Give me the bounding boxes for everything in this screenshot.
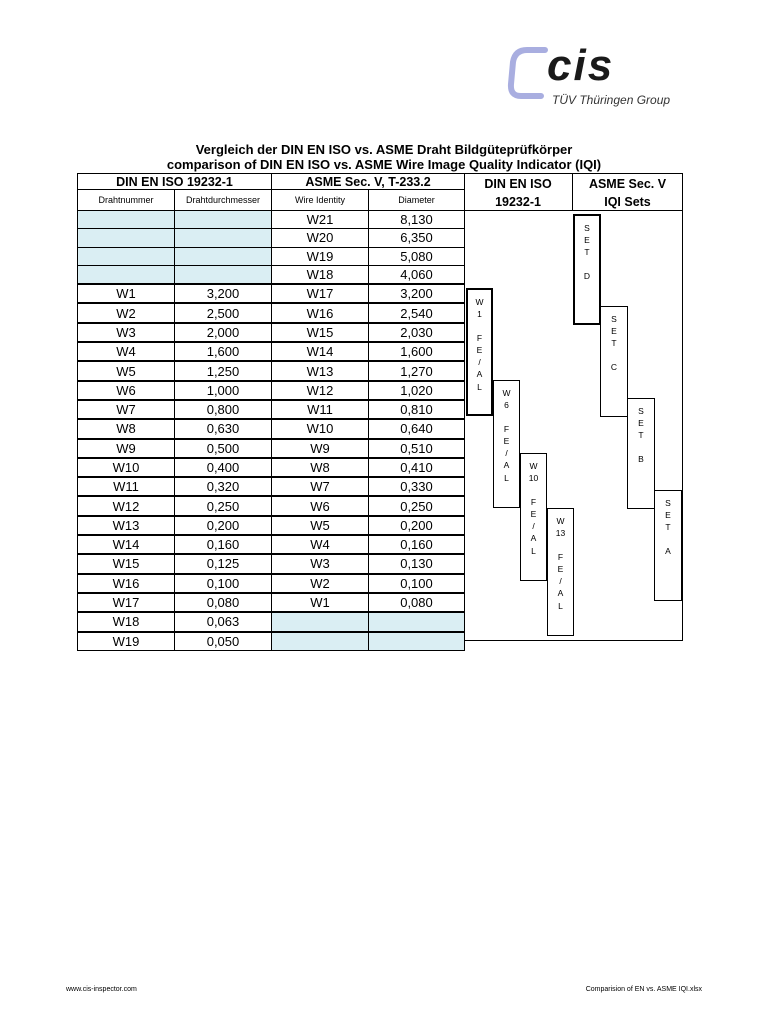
set-label <box>665 491 671 557</box>
table-cell: W6 <box>272 496 369 515</box>
set-label <box>556 509 565 612</box>
table-cell: 2,540 <box>369 303 465 322</box>
table-cell: 0,160 <box>369 535 465 554</box>
title-german: Vergleich der DIN EN ISO vs. ASME Draht Bildgüteprüfkörper <box>195 142 573 157</box>
din-set-box-2 <box>493 380 520 508</box>
set-label <box>502 381 510 484</box>
logo-c-shape-icon <box>507 44 549 102</box>
table-cell: 0,080 <box>175 593 272 612</box>
din-set-box-3 <box>520 453 547 581</box>
asme-set-box-3 <box>627 398 655 509</box>
table-row <box>78 303 465 322</box>
table-cell: 1,600 <box>175 342 272 361</box>
panel-header-din-line2: 19232-1 <box>495 195 541 209</box>
asme-set-box-4 <box>654 490 682 601</box>
table-cell: W21 <box>272 211 369 229</box>
logo-group-name: TÜV Thüringen Group <box>552 93 671 107</box>
set-label-char <box>475 320 483 332</box>
panel-header-din <box>466 175 570 211</box>
set-label-char: T <box>665 522 671 533</box>
set-label-char: C <box>610 362 618 373</box>
table-cell <box>272 632 369 651</box>
set-label-char: S <box>584 223 590 233</box>
set-label-char: L <box>558 600 563 611</box>
group-header-asme: ASME Sec. V, T-233.2 <box>272 174 465 190</box>
set-label-char: 13 <box>555 528 566 539</box>
set-label-char: S <box>611 314 617 324</box>
table-cell <box>369 632 465 651</box>
set-label-char: / <box>478 357 481 368</box>
asme-set-box-1 <box>573 214 601 325</box>
table-cell: 2,500 <box>175 303 272 322</box>
table-cell: W7 <box>272 477 369 496</box>
set-label-char: D <box>583 271 591 282</box>
set-label-char: F <box>503 424 510 435</box>
table-cell: W18 <box>272 265 369 284</box>
table-cell: W13 <box>78 516 175 535</box>
table-row <box>78 361 465 380</box>
panel-header-asme <box>574 175 681 211</box>
table-row <box>78 381 465 400</box>
set-label-char: L <box>504 472 509 483</box>
set-label-char: E <box>638 418 644 429</box>
title-english: comparison of DIN EN ISO vs. ASME Wire Image Quality Indicator (IQI) <box>166 157 602 172</box>
din-set-box-1 <box>466 288 493 416</box>
table-cell: W14 <box>272 342 369 361</box>
table-cell: W19 <box>272 247 369 265</box>
table-row <box>78 477 465 496</box>
table-cell <box>272 612 369 631</box>
set-label-char: A <box>503 460 510 471</box>
set-label-char <box>638 441 644 453</box>
set-label-char: 10 <box>528 473 539 484</box>
table-cell: W11 <box>78 477 175 496</box>
asme-set-box-2 <box>600 306 628 417</box>
table-cell: 0,200 <box>369 516 465 535</box>
table-cell <box>78 229 175 247</box>
table-cell: W7 <box>78 400 175 419</box>
set-label-char: E <box>530 509 537 520</box>
set-label-char <box>665 533 671 545</box>
set-label-char: F <box>476 333 483 344</box>
table-cell: W5 <box>272 516 369 535</box>
table-cell: W2 <box>78 303 175 322</box>
table-cell: W6 <box>78 381 175 400</box>
table-cell: 0,100 <box>369 574 465 593</box>
table-cell <box>175 229 272 247</box>
table-cell: 3,200 <box>175 284 272 303</box>
set-label-char <box>502 411 510 423</box>
table-cell <box>175 265 272 284</box>
set-label-char: T <box>611 338 617 349</box>
table-cell: 0,500 <box>175 439 272 458</box>
table-cell: W16 <box>78 574 175 593</box>
column-header: Wire Identity <box>272 190 369 211</box>
table-cell <box>78 247 175 265</box>
table-cell: W16 <box>272 303 369 322</box>
table-cell: W20 <box>272 229 369 247</box>
set-label-char: W <box>475 297 484 307</box>
table-cell: 0,510 <box>369 439 465 458</box>
set-label <box>611 307 617 373</box>
set-label-char: W <box>529 461 538 471</box>
table-cell: 1,600 <box>369 342 465 361</box>
panel-header-divider <box>572 173 573 210</box>
table-cell: 4,060 <box>369 265 465 284</box>
table-cell: W17 <box>272 284 369 303</box>
table-cell: W14 <box>78 535 175 554</box>
table-cell: 0,810 <box>369 400 465 419</box>
table-cell <box>369 612 465 631</box>
table-row <box>78 400 465 419</box>
table-cell: W17 <box>78 593 175 612</box>
table-cell: W1 <box>78 284 175 303</box>
table-row <box>78 229 465 247</box>
set-label-char <box>556 539 565 551</box>
panel-header-din-line1: DIN EN ISO <box>484 177 552 191</box>
table-cell: W9 <box>272 439 369 458</box>
table-cell: W8 <box>78 419 175 438</box>
table-cell: W2 <box>272 574 369 593</box>
din-set-box-4 <box>547 508 574 636</box>
table-cell: 1,000 <box>175 381 272 400</box>
table-cell: 0,080 <box>369 593 465 612</box>
table-cell: 0,130 <box>369 554 465 573</box>
table-cell: W11 <box>272 400 369 419</box>
table-cell: 0,630 <box>175 419 272 438</box>
group-header-din: DIN EN ISO 19232-1 <box>78 174 272 190</box>
table-cell: W15 <box>272 323 369 342</box>
set-label <box>638 399 644 465</box>
table-cell: W10 <box>272 419 369 438</box>
table-cell: W18 <box>78 612 175 631</box>
table-cell: W8 <box>272 458 369 477</box>
set-label-char: A <box>476 369 483 380</box>
set-label-char: 1 <box>477 309 482 320</box>
table-row <box>78 247 465 265</box>
table-cell: 0,330 <box>369 477 465 496</box>
table-cell: 3,200 <box>369 284 465 303</box>
set-label-char <box>611 349 617 361</box>
table-row <box>78 496 465 515</box>
table-cell: W13 <box>272 361 369 380</box>
table-cell: 0,050 <box>175 632 272 651</box>
set-label-char: T <box>638 430 644 441</box>
set-label <box>529 454 538 557</box>
table-cell: W9 <box>78 439 175 458</box>
company-logo <box>507 42 697 112</box>
table-cell: 5,080 <box>369 247 465 265</box>
table-cell: W12 <box>78 496 175 515</box>
set-label-char: W <box>502 388 511 398</box>
set-label-char: F <box>530 497 537 508</box>
table-cell: W4 <box>272 535 369 554</box>
set-label-char: E <box>557 564 564 575</box>
set-label-char: / <box>559 576 562 587</box>
footer-website: www.cis-inspector.com <box>66 986 137 993</box>
set-label-char: 6 <box>504 400 509 411</box>
set-label <box>584 216 590 282</box>
table-row <box>78 211 465 229</box>
table-cell: W3 <box>78 323 175 342</box>
table-cell: 0,250 <box>175 496 272 515</box>
table-row <box>78 516 465 535</box>
set-label-char: / <box>505 448 508 459</box>
table-cell: 1,250 <box>175 361 272 380</box>
table-row <box>78 574 465 593</box>
comparison-table <box>77 173 465 651</box>
table-cell <box>175 247 272 265</box>
table-row <box>78 632 465 651</box>
table-cell: 0,125 <box>175 554 272 573</box>
table-row <box>78 593 465 612</box>
table-cell: 1,020 <box>369 381 465 400</box>
table-row <box>78 284 465 303</box>
set-label-char: L <box>477 381 482 392</box>
set-label-char: / <box>532 521 535 532</box>
set-label-char: A <box>557 588 564 599</box>
table-row <box>78 612 465 631</box>
table-cell <box>78 211 175 229</box>
set-label-char: W <box>556 516 565 526</box>
set-label-char: E <box>584 235 590 246</box>
set-label-char: S <box>638 406 644 416</box>
logo-wordmark: cis <box>547 41 615 90</box>
table-cell: 2,030 <box>369 323 465 342</box>
table-row <box>78 419 465 438</box>
table-cell: 8,130 <box>369 211 465 229</box>
table-row <box>78 265 465 284</box>
set-label-char: E <box>476 345 483 356</box>
table-cell: 6,350 <box>369 229 465 247</box>
panel-header-asme-line2: IQI Sets <box>604 195 651 209</box>
table-cell: 0,100 <box>175 574 272 593</box>
set-label-char: B <box>638 454 644 465</box>
set-label-char <box>584 258 590 270</box>
table-cell <box>175 211 272 229</box>
table-cell: 0,320 <box>175 477 272 496</box>
column-header: Diameter <box>369 190 465 211</box>
set-label-char: E <box>665 510 671 521</box>
table-row <box>78 554 465 573</box>
set-label-char: F <box>557 552 564 563</box>
set-label-char: L <box>531 545 536 556</box>
table-cell: 0,640 <box>369 419 465 438</box>
table-cell: 0,160 <box>175 535 272 554</box>
table-cell: 0,410 <box>369 458 465 477</box>
table-row <box>78 439 465 458</box>
table-row <box>78 535 465 554</box>
column-header: Drahtdurchmesser <box>175 190 272 211</box>
set-label <box>475 290 483 393</box>
table-cell: 1,270 <box>369 361 465 380</box>
set-label-char <box>529 484 538 496</box>
table-cell <box>78 265 175 284</box>
set-label-char: A <box>665 546 671 557</box>
table-cell: 0,200 <box>175 516 272 535</box>
table-row <box>78 458 465 477</box>
table-cell: 0,250 <box>369 496 465 515</box>
set-label-char: T <box>584 247 590 258</box>
table-cell: W5 <box>78 361 175 380</box>
table-row <box>78 323 465 342</box>
set-label-char: S <box>665 498 671 508</box>
set-label-char: A <box>530 533 537 544</box>
set-label-char: E <box>611 326 617 337</box>
table-cell: 0,800 <box>175 400 272 419</box>
table-cell: W3 <box>272 554 369 573</box>
table-cell: W4 <box>78 342 175 361</box>
table-cell: W15 <box>78 554 175 573</box>
table-row <box>78 342 465 361</box>
panel-header-asme-line1: ASME Sec. V <box>588 177 667 191</box>
table-cell: W10 <box>78 458 175 477</box>
table-cell: W19 <box>78 632 175 651</box>
footer-filename: Comparision of EN vs. ASME IQI.xlsx <box>585 986 702 993</box>
table-cell: 0,063 <box>175 612 272 631</box>
table-cell: W1 <box>272 593 369 612</box>
table-cell: 0,400 <box>175 458 272 477</box>
set-label-char: E <box>503 436 510 447</box>
table-cell: 2,000 <box>175 323 272 342</box>
table-cell: W12 <box>272 381 369 400</box>
column-header: Drahtnummer <box>78 190 175 211</box>
